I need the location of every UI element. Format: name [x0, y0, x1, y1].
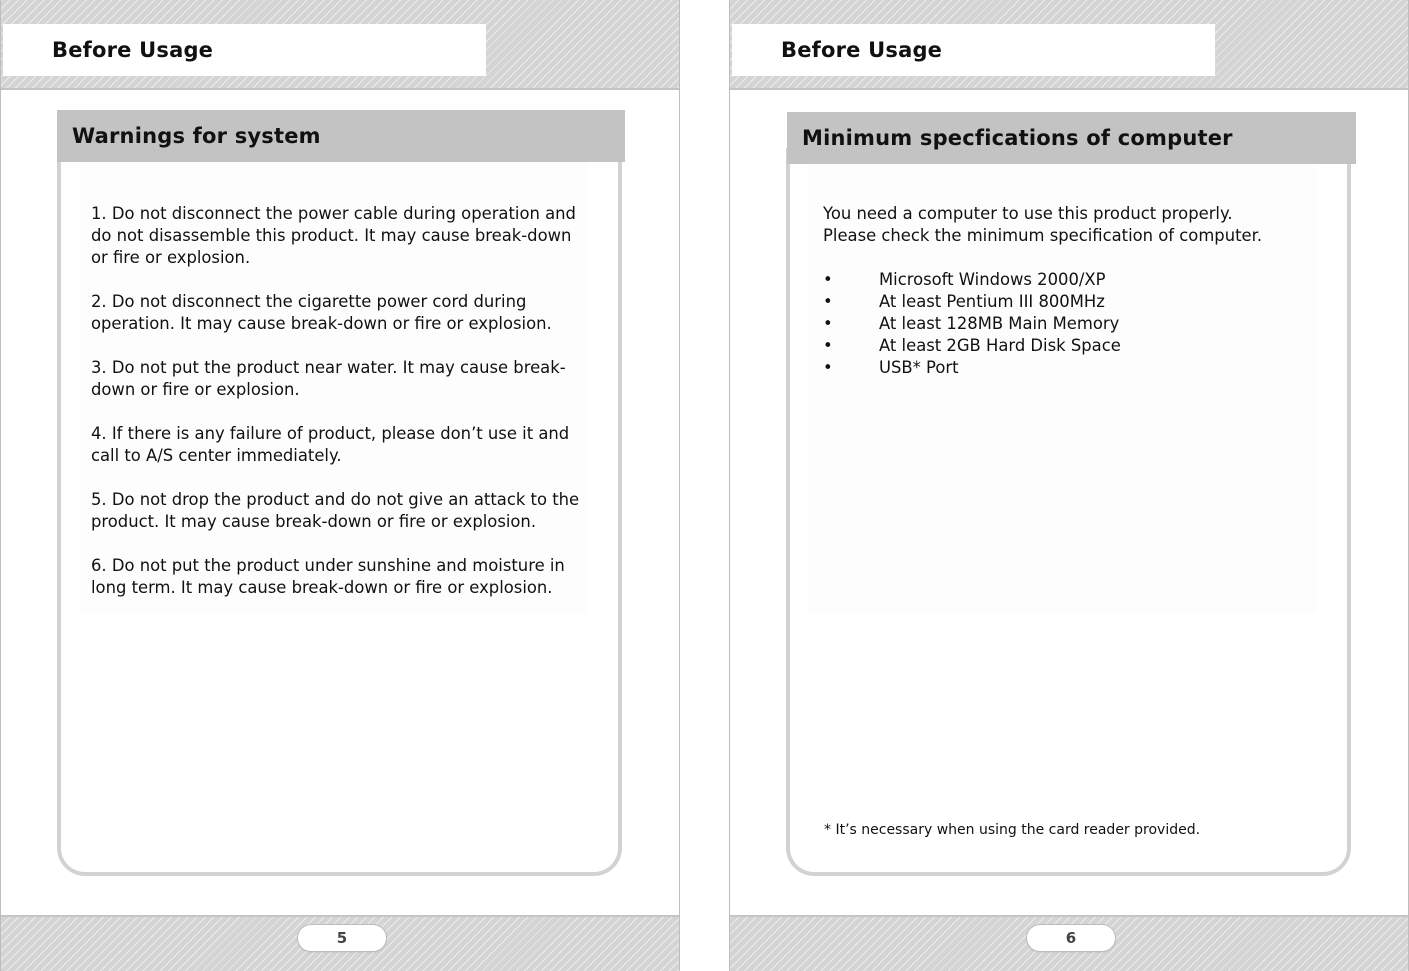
content-card	[786, 148, 1351, 876]
requirement-item	[823, 335, 1343, 357]
warning-item: 2. Do not disconnect the cigarette power cord during operation. It may cause break-down or fire or explosion.	[91, 292, 552, 333]
requirement-item	[823, 357, 1343, 379]
section-title-bar	[57, 110, 625, 162]
requirement-item	[823, 313, 1343, 335]
requirement-text: At least Pentium III 800MHz	[879, 292, 1105, 311]
requirement-item	[823, 291, 1343, 313]
intro-text	[823, 203, 1343, 247]
page-header-title: Before Usage	[52, 38, 214, 62]
bullet-icon: •	[823, 292, 833, 311]
intro-line: Please check the minimum specification of computer.	[823, 226, 1263, 245]
left-page	[0, 0, 680, 971]
requirement-text: At least 128MB Main Memory	[879, 314, 1120, 333]
bullet-icon: •	[823, 270, 833, 289]
bullet-icon: •	[823, 336, 833, 355]
requirement-item	[823, 269, 1343, 291]
requirement-text: Microsoft Windows 2000/XP	[879, 270, 1106, 289]
intro-line: You need a computer to use this product properly.	[823, 204, 1233, 223]
section-title: Minimum specfications of computer	[802, 126, 1233, 150]
section-title-bar	[787, 112, 1356, 164]
requirement-text: At least 2GB Hard Disk Space	[879, 336, 1121, 355]
bullet-icon: •	[823, 358, 833, 377]
warning-item: 4. If there is any failure of product, please don’t use it and call to A/S center immediately.	[91, 424, 570, 465]
warning-item: 5. Do not drop the product and do not give an attack to the product. It may cause break-down or fire or explosion.	[91, 490, 580, 531]
page-number: 6	[1027, 925, 1115, 951]
page-header-title: Before Usage	[781, 38, 943, 62]
requirements-list	[823, 269, 1343, 379]
warning-item: 1. Do not disconnect the power cable during operation and do not disassemble this product. It may cause break-down or fire or explosion.	[91, 204, 576, 267]
warnings-list	[91, 203, 591, 621]
bullet-icon: •	[823, 314, 833, 333]
section-title: Warnings for system	[72, 124, 321, 148]
right-page	[729, 0, 1409, 971]
warning-item: 6. Do not put the product under sunshine and moisture in long term. It may cause break-down or fire or explosion.	[91, 556, 565, 597]
requirement-text: USB* Port	[879, 358, 959, 377]
page-number: 5	[298, 925, 386, 951]
warning-item: 3. Do not put the product near water. It may cause break-down or fire or explosion.	[91, 358, 566, 399]
footnote: * It’s necessary when using the card reader provided.	[824, 822, 1201, 838]
